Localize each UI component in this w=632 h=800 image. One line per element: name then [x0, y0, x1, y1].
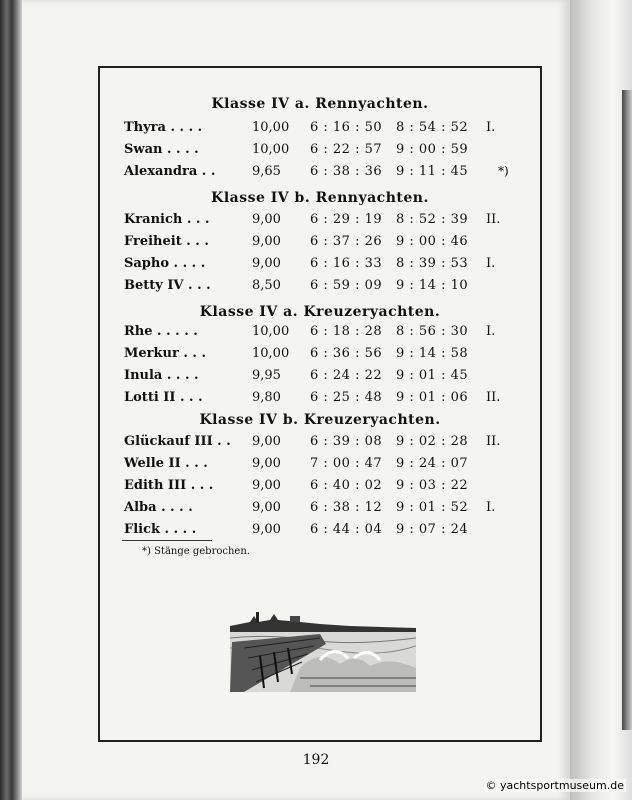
footnote-marker: *): [498, 164, 509, 178]
yacht-name: Alba . . . .: [124, 500, 193, 515]
finish-time: 8 : 56 : 30: [396, 324, 469, 339]
start-time: 6 : 18 : 28: [310, 324, 383, 339]
watermark: © yachtsportmuseum.de: [485, 779, 624, 792]
next-page-edge: [622, 90, 632, 730]
yacht-name: Glückauf III . .: [124, 434, 231, 449]
finish-time: 9 : 24 : 07: [396, 456, 469, 471]
section-heading: Klasse IV b. Kreuzeryachten.: [199, 412, 441, 428]
footnote: *) Stänge gebrochen.: [142, 546, 250, 557]
finish-time: 9 : 01 : 52: [396, 500, 469, 515]
yacht-name: Merkur . . .: [124, 346, 206, 361]
table-row: [100, 346, 540, 366]
table-row: [100, 500, 540, 520]
start-time: 6 : 36 : 56: [310, 346, 383, 361]
finish-time: 9 : 01 : 06: [396, 390, 469, 405]
placement: I.: [486, 500, 496, 515]
harbor-illustration: [230, 608, 416, 692]
table-row: [100, 164, 540, 184]
yacht-rating: 9,00: [252, 234, 281, 249]
yacht-name: Welle II . . .: [124, 456, 208, 471]
table-row: [100, 434, 540, 454]
section-heading: Klasse IV a. Kreuzeryachten.: [199, 304, 441, 320]
yacht-name: Inula . . . .: [124, 368, 199, 383]
table-row: [100, 120, 540, 140]
start-time: 6 : 38 : 36: [310, 164, 383, 179]
yacht-rating: 10,00: [252, 120, 290, 135]
yacht-rating: 10,00: [252, 324, 290, 339]
table-row: [100, 142, 540, 162]
yacht-rating: 9,65: [252, 164, 281, 179]
placement: I.: [486, 256, 496, 271]
finish-time: 9 : 14 : 10: [396, 278, 469, 293]
finish-time: 8 : 54 : 52: [396, 120, 469, 135]
start-time: 6 : 24 : 22: [310, 368, 383, 383]
finish-time: 9 : 03 : 22: [396, 478, 469, 493]
table-row: [100, 278, 540, 298]
finish-time: 9 : 01 : 45: [396, 368, 469, 383]
finish-time: 9 : 07 : 24: [396, 522, 469, 537]
yacht-name: Flick . . . .: [124, 522, 197, 537]
finish-time: 8 : 52 : 39: [396, 212, 469, 227]
start-time: 6 : 37 : 26: [310, 234, 383, 249]
yacht-rating: 9,00: [252, 456, 281, 471]
yacht-name: Alexandra . .: [124, 164, 216, 179]
footnote-divider: [122, 540, 212, 541]
start-time: 6 : 16 : 33: [310, 256, 383, 271]
yacht-name: Thyra . . . .: [124, 120, 203, 135]
finish-time: 9 : 11 : 45: [396, 164, 469, 179]
yacht-rating: 9,00: [252, 478, 281, 493]
results-frame: [98, 66, 542, 742]
yacht-name: Sapho . . . .: [124, 256, 206, 271]
yacht-name: Edith III . . .: [124, 478, 214, 493]
section-heading: Klasse IV a. Rennyachten.: [211, 96, 429, 112]
finish-time: 9 : 00 : 46: [396, 234, 469, 249]
yacht-name: Swan . . . .: [124, 142, 199, 157]
yacht-name: Rhe . . . . .: [124, 324, 198, 339]
start-time: 6 : 39 : 08: [310, 434, 383, 449]
page-number: 192: [302, 752, 330, 768]
table-row: [100, 368, 540, 388]
table-row: [100, 234, 540, 254]
placement: I.: [486, 324, 496, 339]
finish-time: 9 : 02 : 28: [396, 434, 469, 449]
yacht-name: Kranich . . .: [124, 212, 210, 227]
table-row: [100, 256, 540, 276]
placement: I.: [486, 120, 496, 135]
start-time: 6 : 25 : 48: [310, 390, 383, 405]
yacht-rating: 9,00: [252, 212, 281, 227]
yacht-rating: 8,50: [252, 278, 281, 293]
finish-time: 9 : 00 : 59: [396, 142, 469, 157]
placement: II.: [486, 390, 501, 405]
start-time: 6 : 38 : 12: [310, 500, 383, 515]
placement: II.: [486, 212, 501, 227]
yacht-rating: 9,00: [252, 522, 281, 537]
table-row: [100, 522, 540, 542]
table-row: [100, 324, 540, 344]
table-row: [100, 478, 540, 498]
yacht-name: Betty IV . . .: [124, 278, 211, 293]
yacht-rating: 10,00: [252, 346, 290, 361]
yacht-rating: 9,80: [252, 390, 281, 405]
yacht-rating: 9,00: [252, 500, 281, 515]
yacht-rating: 9,00: [252, 434, 281, 449]
start-time: 7 : 00 : 47: [310, 456, 383, 471]
start-time: 6 : 59 : 09: [310, 278, 383, 293]
start-time: 6 : 22 : 57: [310, 142, 383, 157]
table-row: [100, 212, 540, 232]
start-time: 6 : 16 : 50: [310, 120, 383, 135]
finish-time: 8 : 39 : 53: [396, 256, 469, 271]
book-edge-left: [0, 0, 22, 800]
placement: II.: [486, 434, 501, 449]
table-row: [100, 456, 540, 476]
start-time: 6 : 44 : 04: [310, 522, 383, 537]
table-row: [100, 390, 540, 410]
start-time: 6 : 40 : 02: [310, 478, 383, 493]
start-time: 6 : 29 : 19: [310, 212, 383, 227]
finish-time: 9 : 14 : 58: [396, 346, 469, 361]
yacht-rating: 9,00: [252, 256, 281, 271]
section-heading: Klasse IV b. Rennyachten.: [211, 190, 429, 206]
yacht-name: Freiheit . . .: [124, 234, 209, 249]
yacht-rating: 10,00: [252, 142, 290, 157]
yacht-rating: 9,95: [252, 368, 281, 383]
yacht-name: Lotti II . . .: [124, 390, 203, 405]
